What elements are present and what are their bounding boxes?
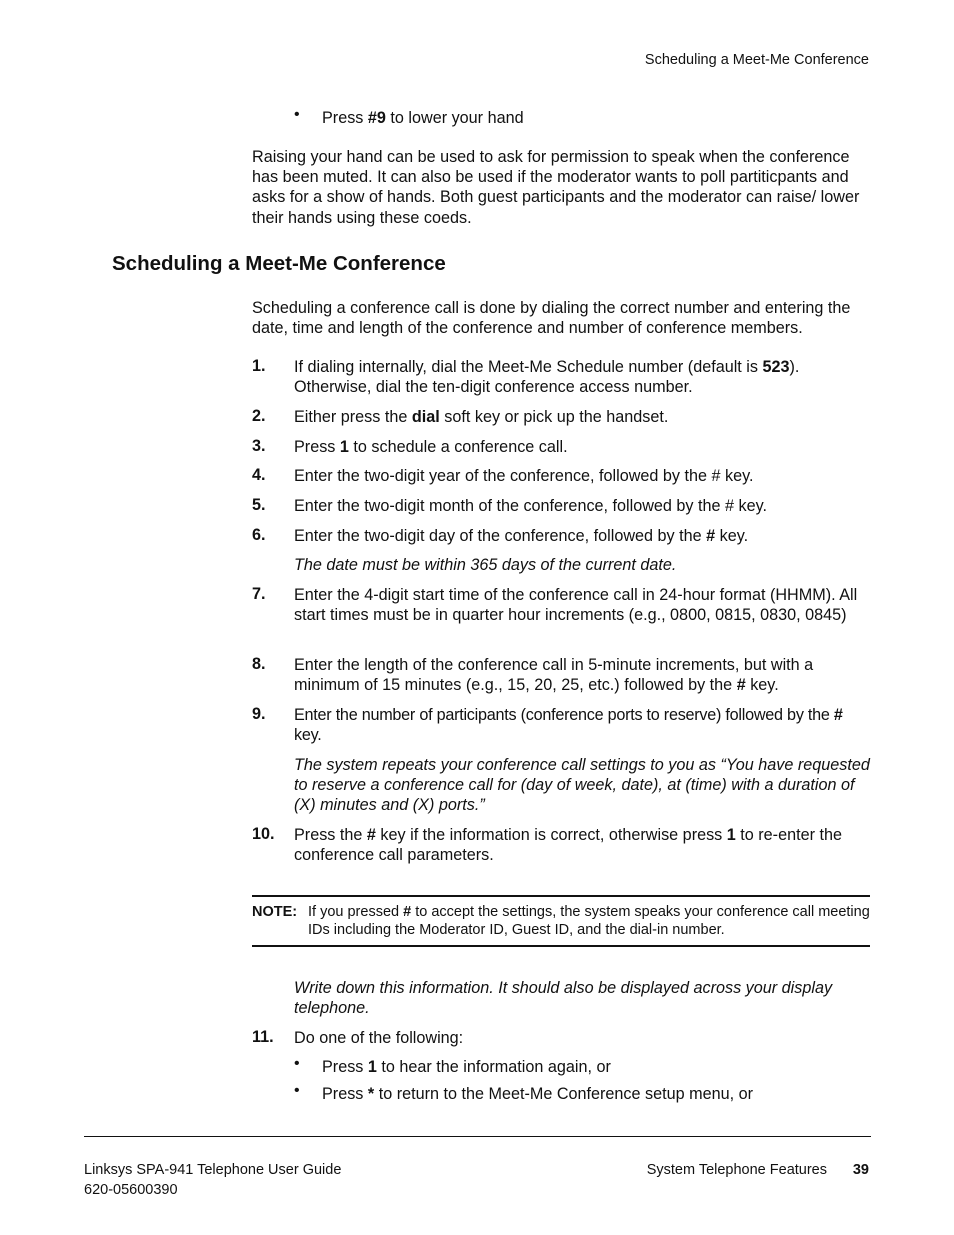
footer-doc-number: 620-05600390 (84, 1182, 178, 1198)
step-number: 2. (252, 407, 266, 425)
footer-chapter: System Telephone Features (646, 1162, 827, 1178)
step-6: Enter the two-digit day of the conference, followed by the # key. (294, 527, 749, 545)
step-7: Enter the 4-digit start time of the conference call in 24-hour format (HHMM). All start times must be in quarter hour increments (e.g., 0800, 0815, 0830, 0845) (294, 586, 858, 625)
intro-paragraph: Raising your hand can be used to ask for permission to speak when the conference has been muted. It can also be used if the moderator wants to poll partiticpants and asks for a show of hands. Both guest participants and the moderator can raise/ lower their hands using these coeds. (252, 148, 860, 227)
step-9: Enter the number of participants (conference ports to reserve) followed by the # key. (294, 706, 843, 745)
bullet-icon: • (294, 106, 300, 123)
step-1: If dialing internally, dial the Meet-Me Schedule number (default is 523). Otherwise, dial the ten-digit conference access number. (294, 358, 800, 397)
section-paragraph: Scheduling a conference call is done by dialing the correct number and entering the date, time and length of the conference and number of conference members. (252, 299, 851, 338)
step-11-option-2: Press * to return to the Meet-Me Conference setup menu, or (322, 1085, 754, 1103)
step-number: 7. (252, 585, 266, 603)
note-top-rule (252, 895, 870, 897)
step-11-option-1: Press 1 to hear the information again, or (322, 1058, 611, 1076)
step-11: Do one of the following: (294, 1029, 464, 1047)
step-number: 8. (252, 655, 266, 673)
after-note-text: Write down this information. It should also be displayed across your display telephone. (294, 979, 833, 1018)
step-number: 9. (252, 705, 266, 723)
step-number: 3. (252, 437, 266, 455)
intro-bullet: Press #9 to lower your hand (322, 109, 524, 127)
note-label: NOTE: (252, 904, 298, 920)
step-3: Press 1 to schedule a conference call. (294, 438, 568, 456)
step-number: 5. (252, 496, 266, 514)
footer-guide-title: Linksys SPA-941 Telephone User Guide (84, 1162, 342, 1178)
bullet-icon: • (294, 1055, 300, 1072)
step-10: Press the # key if the information is correct, otherwise press 1 to re-enter the conference call parameters. (294, 826, 842, 865)
step-6-note: The date must be within 365 days of the current date. (294, 556, 677, 574)
step-2: Either press the dial soft key or pick up the handset. (294, 408, 669, 426)
bullet-icon: • (294, 1082, 300, 1099)
note-bottom-rule (252, 945, 870, 947)
running-header: Scheduling a Meet-Me Conference (644, 52, 869, 68)
footer-rule (84, 1136, 871, 1137)
step-number: 1. (252, 357, 266, 375)
step-number: 11. (252, 1028, 274, 1046)
step-9-note: The system repeats your conference call settings to you as “You have requested to reserve a conference call for (day of week, date), at (time) with a duration of (X) minutes and (X) ports.” (294, 756, 870, 815)
step-8: Enter the length of the conference call in 5-minute increments, but with a minimum of 15 minutes (e.g., 15, 20, 25, etc.) followed by the # key. (294, 656, 814, 695)
step-number: 10. (252, 825, 275, 843)
page-number: 39 (852, 1162, 869, 1178)
section-title: Scheduling a Meet-Me Conference (112, 252, 446, 275)
note-box: NOTE: If you pressed # to accept the settings, the system speaks your conference call meeting IDs including the Moderator ID, Guest ID, and the dial-in number. (252, 904, 870, 938)
step-5: Enter the two-digit month of the conference, followed by the # key. (294, 497, 768, 515)
step-4: Enter the two-digit year of the conference, followed by the # key. (294, 467, 754, 485)
step-number: 4. (252, 466, 266, 484)
step-number: 6. (252, 526, 266, 544)
